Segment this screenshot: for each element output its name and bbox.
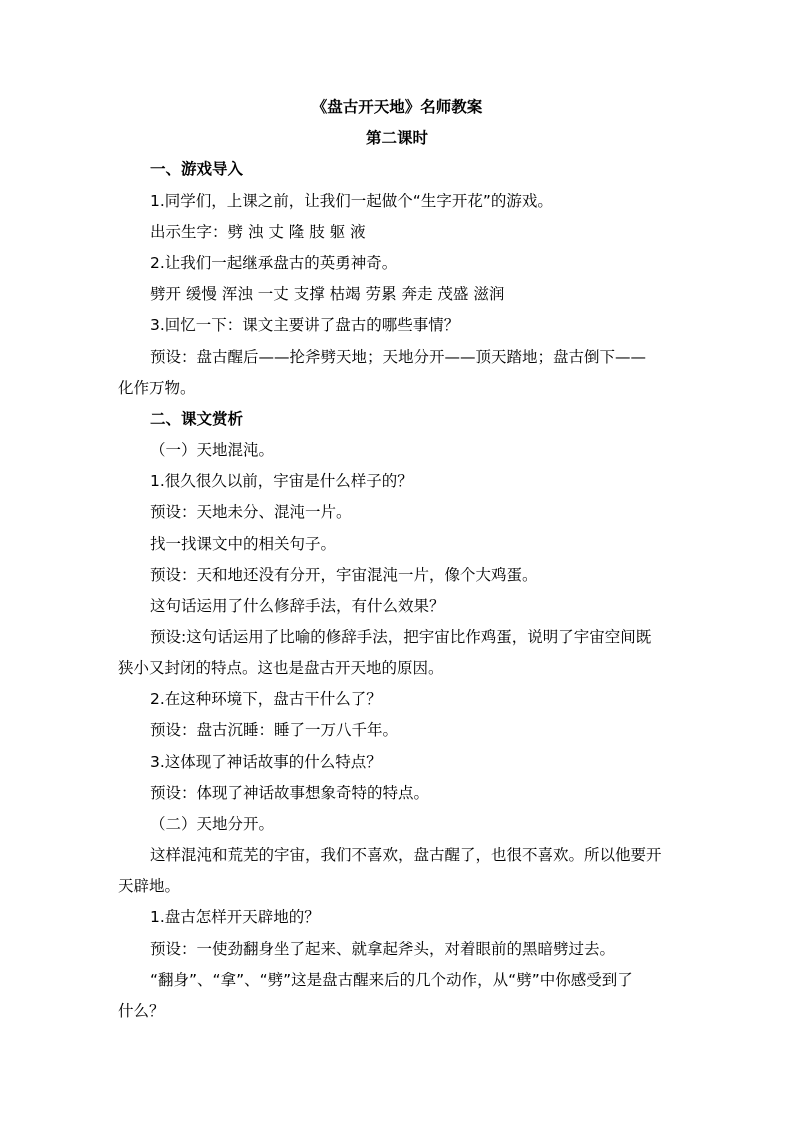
- paragraph: 这样混沌和荒芜的宇宙，我们不喜欢，盘古醒了，也很不喜欢。所以他要开: [150, 846, 662, 864]
- paragraph: 预设：天地未分、混沌一片。: [150, 503, 352, 521]
- paragraph: 2.在这种环境下，盘古干什么了？: [150, 690, 382, 708]
- paragraph: 1.同学们，上课之前，让我们一起做个“生字开花”的游戏。: [150, 192, 553, 210]
- paragraph-continuation: 化作万物。: [118, 379, 196, 397]
- paragraph: 1.盘古怎样开天辟地的？: [150, 908, 320, 926]
- paragraph: 预设：体现了神话故事想象奇特的特点。: [150, 784, 430, 802]
- paragraph: 预设:这句话运用了比喻的修辞手法，把宇宙比作鸡蛋，说明了宇宙空间既: [150, 628, 652, 646]
- paragraph: 出示生字：劈 浊 丈 隆 肢 躯 液: [150, 223, 366, 241]
- paragraph: 1.很久很久以前，宇宙是什么样子的？: [150, 472, 413, 490]
- paragraph: 预设：盘古醒后——抡斧劈天地；天地分开——顶天踏地；盘古倒下——: [150, 348, 647, 366]
- paragraph: “翻身”、“拿”、“劈”这是盘古醒来后的几个动作，从“劈”中你感受到了: [150, 971, 633, 989]
- section-heading-game-intro: 一、游戏导入: [150, 160, 244, 178]
- document-title: 《盘古开天地》名师教案: [311, 98, 483, 116]
- paragraph: 劈开 缓慢 浑浊 一丈 支撑 枯竭 劳累 奔走 茂盛 滋润: [150, 285, 505, 303]
- paragraph: 预设：一使劲翻身坐了起来、就拿起斧头，对着眼前的黑暗劈过去。: [150, 940, 616, 958]
- paragraph: 这句话运用了什么修辞手法，有什么效果？: [150, 597, 445, 615]
- section-heading-text-appreciation: 二、课文赏析: [150, 410, 244, 428]
- paragraph: 2.让我们一起继承盘古的英勇神奇。: [150, 254, 398, 272]
- lesson-subtitle: 第二课时: [365, 129, 428, 147]
- paragraph-continuation: 什么？: [118, 1002, 165, 1020]
- paragraph: 3.这体现了神话故事的什么特点？: [150, 753, 382, 771]
- paragraph: 找一找课文中的相关句子。: [150, 535, 337, 553]
- paragraph: 预设：盘古沉睡：睡了一万八千年。: [150, 721, 399, 739]
- paragraph-continuation: 天辟地。: [118, 877, 181, 895]
- paragraph: 3.回忆一下：课文主要讲了盘古的哪些事情？: [150, 316, 460, 334]
- paragraph-continuation: 狭小又封闭的特点。这也是盘古开天地的原因。: [118, 659, 444, 677]
- subsection-heading: （一）天地混沌。: [150, 441, 275, 459]
- subsection-heading: （二）天地分开。: [150, 815, 275, 833]
- paragraph: 预设：天和地还没有分开，宇宙混沌一片，像个大鸡蛋。: [150, 566, 538, 584]
